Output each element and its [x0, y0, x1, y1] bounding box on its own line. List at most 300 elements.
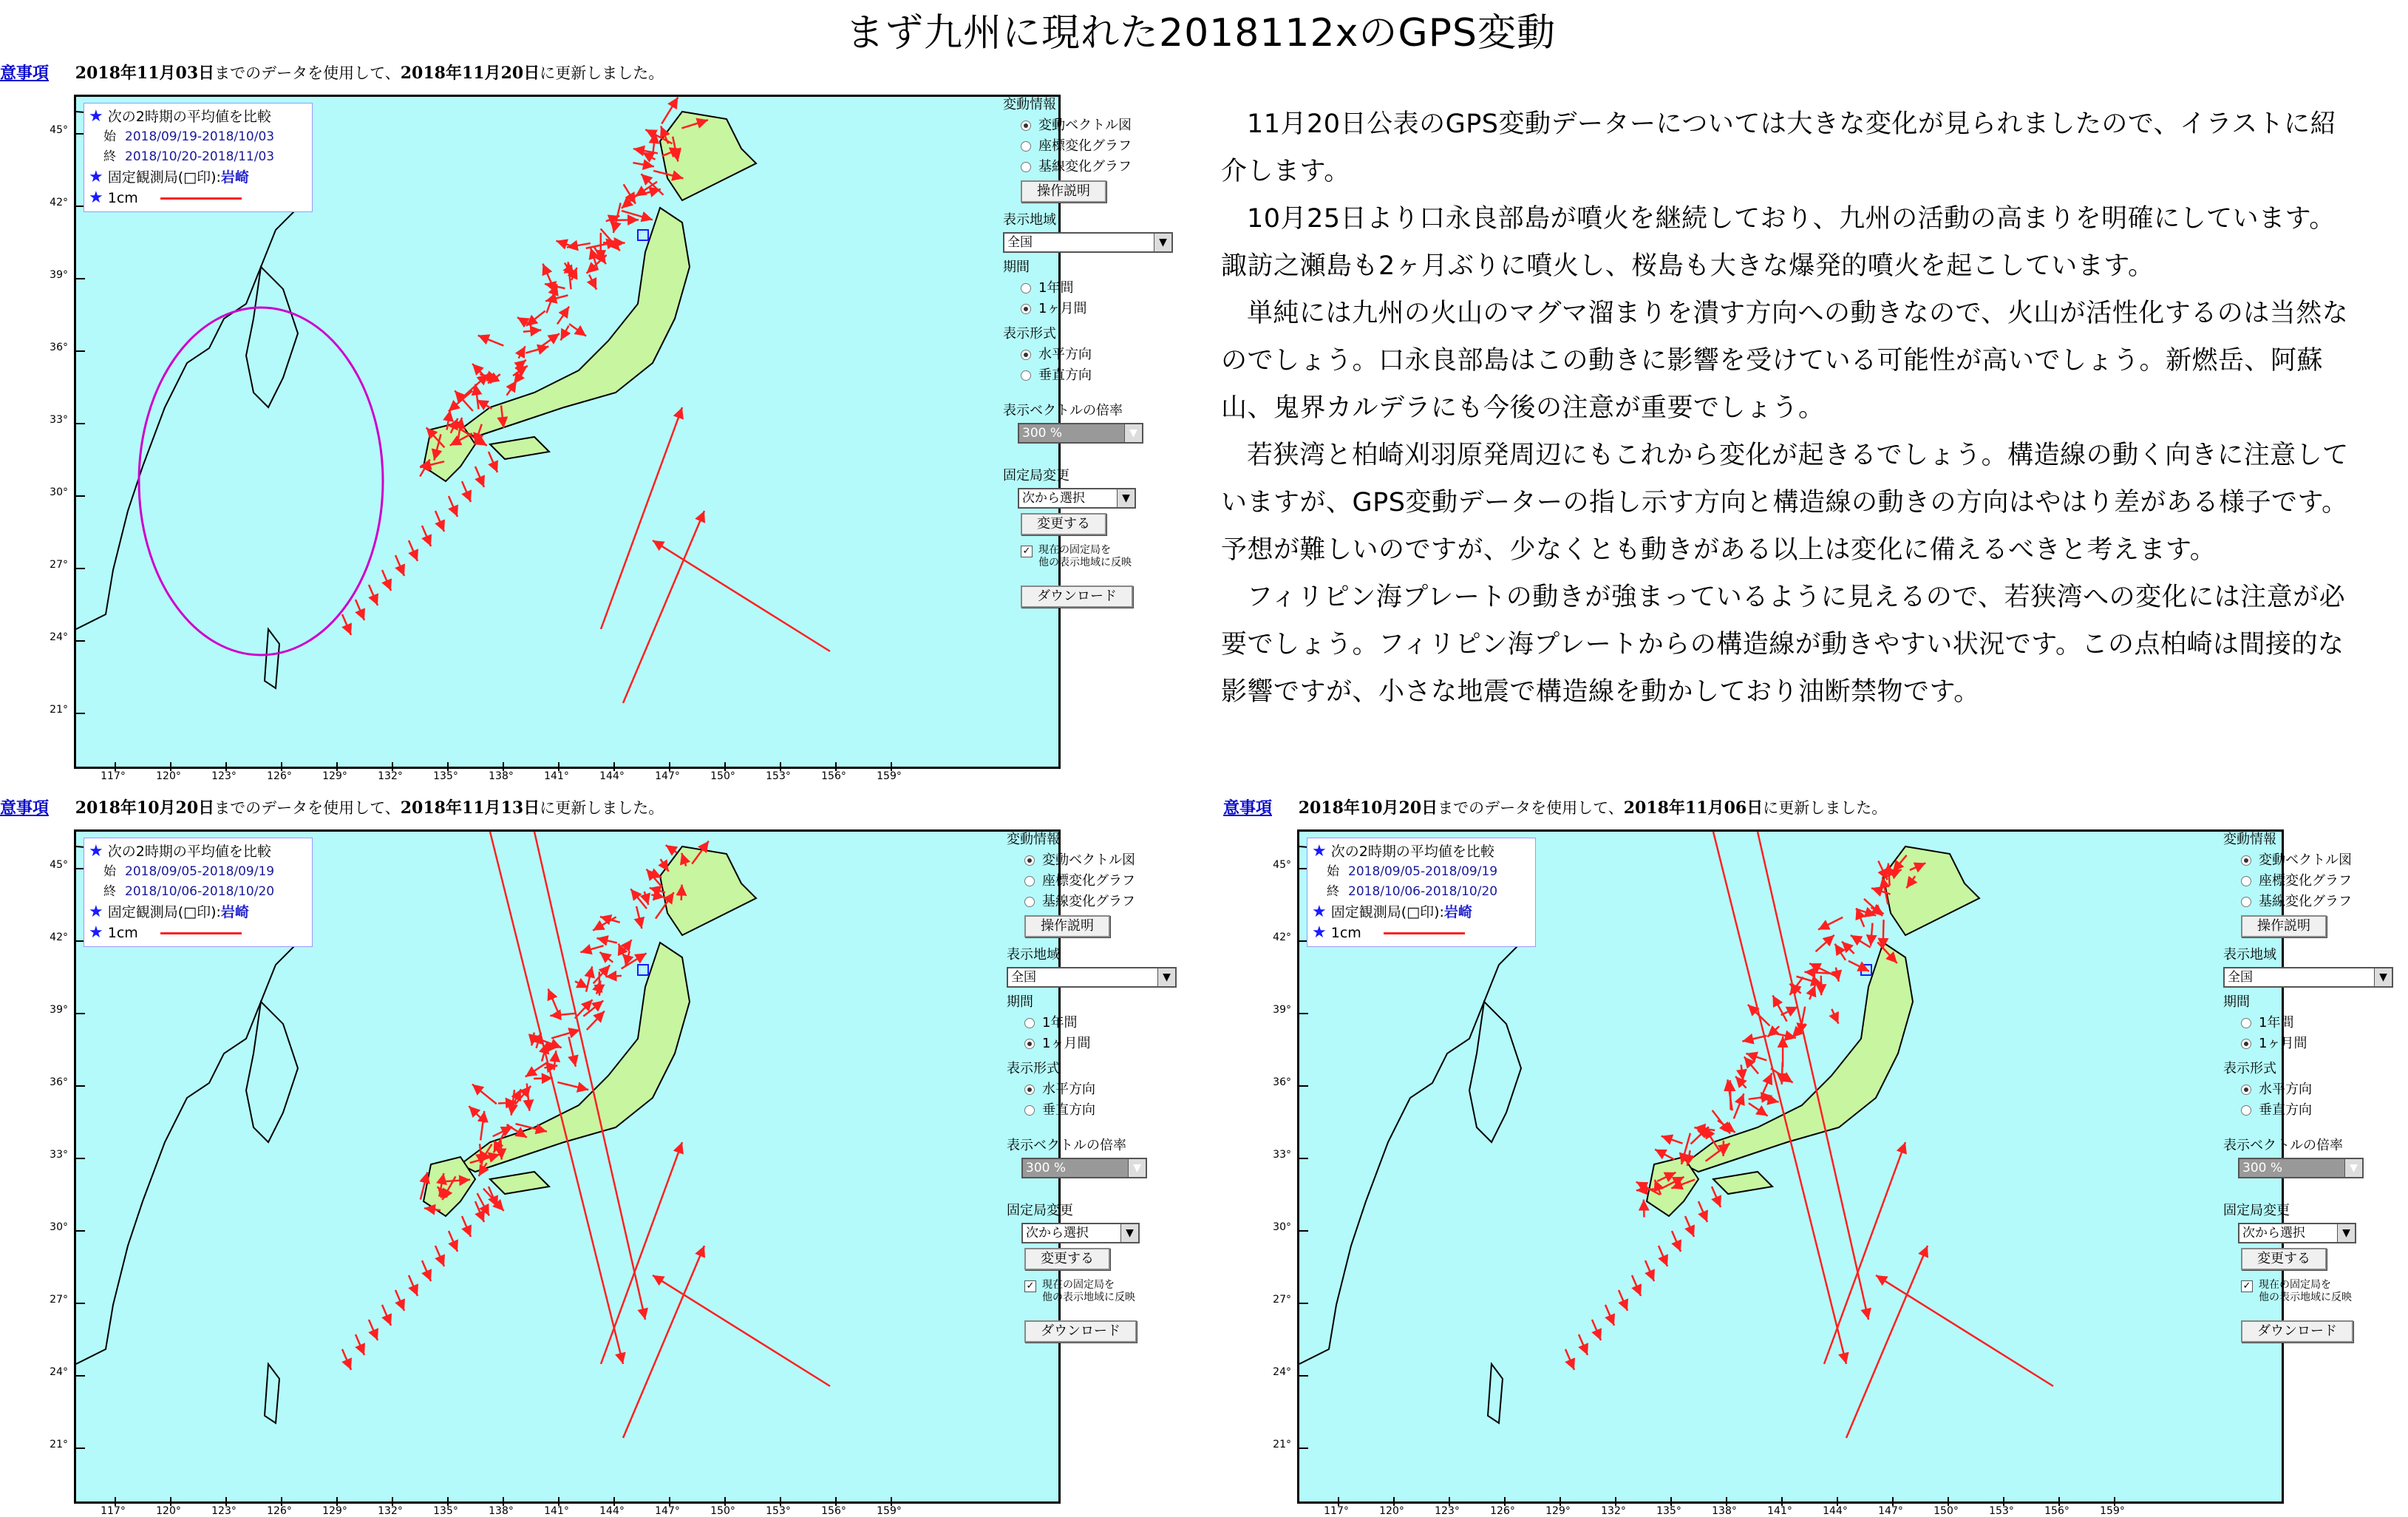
format-option[interactable] [1021, 365, 1188, 386]
format-option[interactable] [2241, 1100, 2408, 1121]
legend-start-label: 始 [1327, 864, 1339, 879]
header-text: までのデータを使用して、 [1438, 799, 1624, 817]
displacement-vector [517, 317, 531, 325]
scale-select[interactable] [1021, 1158, 1147, 1178]
lat-tick-label: 27° [31, 559, 68, 571]
lon-tick-label: 135° [429, 770, 463, 782]
taiwan-island [265, 629, 279, 688]
displacement-vector [601, 407, 682, 629]
displacement-vector [601, 228, 620, 251]
radio-icon[interactable] [2241, 855, 2251, 866]
period-title: 期間 [1007, 992, 1191, 1013]
option-label: 座標変化グラフ [2259, 871, 2352, 892]
legend-scale-label: 1cm [108, 925, 138, 941]
gps-vector-map[interactable] [1297, 829, 2284, 1504]
option-label: 1年間 [2259, 1013, 2293, 1034]
displacement-vector [531, 1033, 534, 1046]
displacement-vector [1871, 923, 1872, 946]
download-button[interactable]: ダウンロード [2241, 1320, 2353, 1343]
radio-icon[interactable] [1021, 141, 1031, 152]
displacement-vector [1876, 1275, 2053, 1386]
option-label: 1ヶ月間 [2259, 1034, 2307, 1054]
highlight-ellipse [139, 308, 383, 655]
lat-tick-label: 21° [31, 1439, 68, 1450]
lon-tick-label: 120° [152, 1505, 186, 1517]
displacement-vector [1592, 1320, 1601, 1340]
check-icon[interactable]: ✓ [2241, 1280, 2253, 1292]
reflect-label: 現在の固定局を [1042, 1279, 1115, 1291]
lon-tick-label: 144° [595, 1505, 629, 1517]
displacement-vector [449, 390, 472, 411]
control-panel [1007, 829, 1191, 1345]
lon-tick-label: 153° [1984, 1505, 2018, 1517]
lat-tick-label: 45° [31, 859, 68, 871]
lon-tick-label: 144° [595, 770, 629, 782]
hokkaido-island [1883, 846, 1979, 935]
lon-tick-label: 156° [817, 770, 851, 782]
chevron-down-icon[interactable]: ▼ [2374, 968, 2392, 986]
legend-end-label: 終 [103, 149, 116, 164]
displacement-vector [475, 384, 478, 409]
displacement-vector [395, 1290, 404, 1311]
displacement-vector [622, 211, 653, 220]
radio-icon[interactable] [2241, 1018, 2251, 1028]
lon-tick-label: 120° [1375, 1505, 1409, 1517]
displacement-vector [478, 336, 504, 346]
gps-panel [0, 61, 1188, 741]
radio-icon[interactable] [1021, 304, 1031, 314]
info-title: 変動情報 [1007, 829, 1191, 850]
info-option[interactable] [2241, 871, 2408, 892]
notice-link[interactable]: 意事項 [0, 64, 49, 83]
displacement-vector [583, 1001, 603, 1017]
format-option[interactable] [2241, 1079, 2408, 1100]
region-select[interactable] [2223, 967, 2393, 988]
reflect-label: 現在の固定局を [1038, 544, 1111, 556]
displacement-vector [449, 496, 458, 517]
legend-end-label: 終 [103, 884, 116, 899]
check-icon[interactable]: ✓ [1024, 1280, 1036, 1292]
format-title: 表示形式 [2223, 1059, 2408, 1079]
legend-start-range: 2018/09/05-2018/09/19 [125, 864, 274, 879]
displacement-vector [507, 381, 517, 396]
legend-end-label: 終 [1327, 884, 1339, 899]
star-icon: ★ [1312, 923, 1327, 942]
period-option[interactable] [1021, 299, 1188, 319]
data-date: 2018年11月03日 [75, 64, 214, 83]
displacement-vector [636, 906, 642, 929]
lon-tick-label: 135° [429, 1505, 463, 1517]
displacement-vector [651, 895, 664, 897]
manual-button[interactable]: 操作説明 [2241, 915, 2327, 937]
star-icon: ★ [1312, 842, 1327, 861]
chevron-down-icon[interactable]: ▼ [1128, 1159, 1146, 1177]
gps-panel [0, 795, 1191, 1476]
reflect-checkbox[interactable] [1024, 1279, 1191, 1304]
lon-tick-label: 147° [650, 770, 684, 782]
displacement-vector [586, 242, 618, 248]
update-date: 2018年11月20日 [401, 64, 540, 83]
radio-icon[interactable] [1024, 1039, 1035, 1049]
lon-tick-label: 141° [540, 1505, 574, 1517]
lon-tick-label: 126° [1486, 1505, 1520, 1517]
lon-tick-label: 123° [207, 1505, 241, 1517]
displacement-vector [1746, 1053, 1766, 1060]
lon-tick-label: 141° [540, 770, 574, 782]
displacement-vector [462, 481, 471, 502]
format-option[interactable] [1021, 345, 1188, 365]
chevron-down-icon[interactable]: ▼ [1120, 1224, 1138, 1242]
option-label: 垂直方向 [1042, 1100, 1095, 1121]
reference-station-marker [638, 965, 648, 975]
legend-end-range: 2018/10/20-2018/11/03 [125, 149, 274, 164]
period-option[interactable] [1024, 1034, 1191, 1054]
chevron-down-icon[interactable]: ▼ [2337, 1224, 2355, 1242]
station-title: 固定局変更 [2223, 1201, 2408, 1221]
displacement-vector [594, 965, 610, 983]
reflect-checkbox[interactable] [2241, 1279, 2408, 1304]
lon-tick-label: 159° [872, 1505, 906, 1517]
reflect-label: 現在の固定局を [2259, 1279, 2331, 1291]
displacement-vector [545, 295, 568, 301]
option-label: 1ヶ月間 [1038, 299, 1086, 319]
gps-vector-map[interactable] [74, 829, 1061, 1504]
displacement-vector [1659, 1246, 1667, 1266]
displacement-vector [561, 326, 569, 341]
option-label: 基線変化グラフ [2259, 892, 2352, 912]
panel-header [0, 61, 664, 87]
displacement-vector [526, 347, 548, 353]
article-paragraph: 11月20日公表のGPS変動データーについては大きな変化が見られましたので、イラストに紹介します。 [1221, 101, 2352, 195]
scale-value: 300 % [2242, 1161, 2282, 1175]
lon-tick-label: 132° [1596, 1505, 1630, 1517]
lat-tick-label: 36° [31, 1076, 68, 1088]
option-label: 座標変化グラフ [1042, 871, 1135, 892]
chevron-down-icon[interactable]: ▼ [1117, 489, 1135, 507]
radio-icon[interactable] [1024, 897, 1035, 907]
check-icon[interactable]: ✓ [1021, 546, 1033, 557]
lon-tick-label: 123° [1430, 1505, 1464, 1517]
station-value: 次から選択 [1022, 491, 1085, 506]
displacement-vector [1685, 1216, 1694, 1237]
lon-tick-label: 117° [96, 770, 130, 782]
lat-tick-label: 33° [31, 414, 68, 426]
option-label: 垂直方向 [1038, 365, 1092, 386]
displacement-vector [623, 511, 704, 703]
displacement-vector [435, 511, 444, 532]
lat-tick-label: 45° [31, 124, 68, 136]
legend-start-range: 2018/09/05-2018/09/19 [1348, 864, 1497, 879]
radio-icon[interactable] [1024, 1018, 1035, 1028]
scale-bar [160, 932, 242, 934]
reflect-label: 他の表示地域に反映 [2259, 1292, 2352, 1303]
displacement-vector [1816, 935, 1834, 951]
scale-bar [1384, 932, 1465, 934]
displacement-vector [475, 466, 484, 487]
chevron-down-icon[interactable]: ▼ [1124, 424, 1142, 442]
displacement-vector [1831, 1009, 1838, 1024]
displacement-vector [622, 940, 632, 953]
period-option[interactable] [1024, 1013, 1191, 1034]
option-label: 垂直方向 [2259, 1100, 2312, 1121]
displacement-vector [593, 917, 616, 930]
lon-tick-label: 150° [706, 1505, 740, 1517]
gps-panel [1223, 795, 2408, 1476]
displacement-vector [1772, 995, 1786, 1021]
displacement-vector [1781, 1007, 1798, 1015]
legend-ref-name: 岩崎 [221, 169, 249, 186]
lon-tick-label: 135° [1652, 1505, 1686, 1517]
region-value: 全国 [2228, 970, 2253, 985]
hokkaido-island [660, 112, 756, 200]
notice-link[interactable]: 意事項 [1223, 799, 1272, 818]
lat-tick-label: 24° [31, 1366, 68, 1378]
lon-tick-label: 117° [1319, 1505, 1353, 1517]
region-select[interactable] [1007, 967, 1177, 988]
option-label: 1年間 [1042, 1013, 1077, 1034]
lat-tick-label: 42° [31, 197, 68, 208]
manual-button[interactable]: 操作説明 [1024, 915, 1110, 937]
displacement-vector [356, 600, 364, 620]
option-label: 水平方向 [1042, 1079, 1095, 1100]
lon-tick-label: 120° [152, 770, 186, 782]
region-value: 全国 [1011, 970, 1036, 985]
gps-vector-map[interactable] [74, 95, 1061, 769]
option-label: 基線変化グラフ [1038, 157, 1132, 177]
header-text-end: に更新しました。 [1763, 799, 1887, 817]
star-icon: ★ [89, 923, 103, 942]
info-option[interactable] [1021, 157, 1188, 177]
panel-header [0, 795, 664, 822]
star-icon: ★ [89, 107, 103, 126]
lon-tick-label: 123° [207, 770, 241, 782]
period-option[interactable] [2241, 1013, 2408, 1034]
legend-compare: 次の2時期の平均値を比較 [108, 844, 271, 860]
displacement-vector [519, 346, 526, 358]
lon-tick-label: 150° [1929, 1505, 1963, 1517]
radio-icon[interactable] [1024, 1105, 1035, 1116]
displacement-vector [619, 944, 625, 960]
reflect-label: 他の表示地域に反映 [1042, 1292, 1135, 1303]
scale-title: 表示ベクトルの倍率 [1007, 1136, 1191, 1156]
lat-tick-label: 30° [31, 486, 68, 498]
scale-select[interactable] [1018, 423, 1143, 444]
lat-tick-label: 36° [31, 342, 68, 353]
displacement-vector [369, 585, 378, 605]
lon-tick-label: 132° [373, 1505, 407, 1517]
shikoku-island [490, 1172, 549, 1194]
data-date: 2018年10月20日 [75, 798, 214, 818]
radio-icon[interactable] [1021, 370, 1031, 381]
chevron-down-icon[interactable]: ▼ [2344, 1159, 2362, 1177]
displacement-vector [1749, 1103, 1768, 1116]
legend-start-label: 始 [103, 864, 116, 879]
scale-value: 300 % [1022, 426, 1062, 441]
reflect-checkbox[interactable] [1021, 544, 1188, 569]
displacement-vector [587, 1011, 605, 1030]
lon-tick-label: 138° [484, 770, 518, 782]
displacement-vector [1672, 1231, 1681, 1252]
info-option[interactable] [1024, 871, 1191, 892]
chevron-down-icon[interactable]: ▼ [1154, 234, 1171, 251]
displacement-vector [369, 1320, 378, 1340]
lat-tick-label: 42° [1254, 931, 1291, 943]
displacement-vector [409, 540, 418, 561]
radio-icon[interactable] [2241, 1085, 2251, 1095]
station-select[interactable] [1021, 1223, 1140, 1243]
lon-tick-label: 147° [650, 1505, 684, 1517]
info-option[interactable] [2241, 892, 2408, 912]
format-title: 表示形式 [1007, 1059, 1191, 1079]
map-legend [84, 103, 313, 212]
lon-tick-label: 150° [706, 770, 740, 782]
radio-icon[interactable] [1021, 283, 1031, 293]
displacement-vector [1619, 1290, 1628, 1311]
lat-tick-label: 30° [1254, 1221, 1291, 1233]
radio-icon[interactable] [2241, 876, 2251, 886]
displacement-vector [498, 1102, 517, 1103]
radio-icon[interactable] [1024, 876, 1035, 886]
info-option[interactable] [1024, 850, 1191, 871]
korea-peninsula [246, 267, 298, 407]
star-icon: ★ [89, 189, 103, 207]
format-option[interactable] [1024, 1079, 1191, 1100]
lat-tick-label: 27° [1254, 1294, 1291, 1306]
info-title: 変動情報 [2223, 829, 2408, 850]
scale-bar [160, 197, 242, 200]
station-select[interactable] [1018, 488, 1136, 509]
displacement-vector [422, 1260, 431, 1281]
displacement-vector [1818, 917, 1843, 930]
info-option[interactable] [1024, 892, 1191, 912]
download-button[interactable]: ダウンロード [1024, 1320, 1137, 1343]
info-option[interactable] [1021, 115, 1188, 136]
shikoku-island [1713, 1172, 1772, 1194]
displacement-vector [589, 275, 596, 290]
info-option[interactable] [1021, 136, 1188, 157]
reflect-label: 他の表示地域に反映 [1038, 557, 1132, 569]
lon-tick-label: 156° [817, 1505, 851, 1517]
lon-tick-label: 141° [1763, 1505, 1797, 1517]
displacement-vector [523, 330, 541, 331]
option-label: 水平方向 [2259, 1079, 2312, 1100]
lat-tick-label: 27° [31, 1294, 68, 1306]
change-button[interactable]: 変更する [1024, 1248, 1110, 1270]
displacement-vector [422, 526, 431, 546]
lon-tick-label: 129° [318, 770, 352, 782]
format-option[interactable] [1024, 1100, 1191, 1121]
station-select[interactable] [2238, 1223, 2356, 1243]
panel-header [1223, 795, 1887, 822]
star-icon: ★ [1312, 903, 1327, 921]
option-label: 変動ベクトル図 [1038, 115, 1132, 136]
lon-tick-label: 129° [318, 1505, 352, 1517]
displacement-vector [548, 989, 559, 1014]
period-option[interactable] [2241, 1034, 2408, 1054]
displacement-vector [1691, 1127, 1709, 1144]
displacement-vector [449, 1231, 458, 1252]
scale-title: 表示ベクトルの倍率 [2223, 1136, 2408, 1156]
period-title: 期間 [1003, 257, 1188, 278]
header-text: までのデータを使用して、 [214, 799, 401, 817]
radio-icon[interactable] [1024, 855, 1035, 866]
displacement-vector [550, 1014, 575, 1016]
displacement-vector [480, 1111, 484, 1141]
radio-icon[interactable] [2241, 1039, 2251, 1049]
header-text-end: に更新しました。 [540, 64, 664, 82]
control-panel [2223, 829, 2408, 1345]
period-option[interactable] [1021, 278, 1188, 299]
scale-select[interactable] [2238, 1158, 2364, 1178]
displacement-vector [1605, 1305, 1614, 1326]
lat-tick-label: 21° [1254, 1439, 1291, 1450]
lon-tick-label: 144° [1818, 1505, 1852, 1517]
displacement-vector [1742, 1036, 1766, 1042]
legend-ref-label: 固定観測局(□印): [108, 169, 221, 186]
taiwan-island [1488, 1364, 1503, 1423]
displacement-vector [356, 1334, 364, 1355]
option-label: 水平方向 [1038, 345, 1092, 365]
honshu-island [460, 208, 690, 437]
option-label: 1ヶ月間 [1042, 1034, 1090, 1054]
displacement-vector [1871, 908, 1883, 914]
displacement-vector [580, 946, 603, 952]
change-button[interactable]: 変更する [2241, 1248, 2327, 1270]
displacement-vector [568, 1036, 575, 1066]
download-button[interactable]: ダウンロード [1021, 586, 1133, 608]
star-icon: ★ [89, 168, 103, 186]
displacement-vector [1565, 1349, 1574, 1370]
chevron-down-icon[interactable]: ▼ [1157, 968, 1175, 986]
region-select[interactable] [1003, 232, 1173, 253]
radio-icon[interactable] [2241, 897, 2251, 907]
scale-value: 300 % [1026, 1161, 1066, 1175]
legend-end-range: 2018/10/06-2018/10/20 [125, 884, 274, 899]
displacement-vector [1809, 963, 1837, 977]
lat-tick-label: 45° [1254, 859, 1291, 871]
header-text-end: に更新しました。 [540, 799, 664, 817]
lon-tick-label: 156° [2040, 1505, 2074, 1517]
korea-peninsula [246, 1002, 298, 1142]
notice-link[interactable]: 意事項 [0, 799, 49, 818]
displacement-vector [1744, 1056, 1758, 1073]
page-title: まず九州に現れた2018112xのGPS変動 [0, 1, 2401, 57]
displacement-vector [1883, 920, 1884, 949]
radio-icon[interactable] [1021, 121, 1031, 131]
legend-end-range: 2018/10/06-2018/10/20 [1348, 884, 1497, 899]
map-legend [84, 838, 313, 947]
displacement-vector [653, 540, 830, 651]
displacement-vector [1761, 1073, 1772, 1099]
displacement-vector [1765, 1099, 1779, 1102]
change-button[interactable]: 変更する [1021, 513, 1106, 535]
displacement-vector [1698, 1201, 1707, 1222]
displacement-vector [1767, 1026, 1779, 1036]
radio-icon[interactable] [1024, 1085, 1035, 1095]
legend-ref-name: 岩崎 [221, 904, 249, 920]
displacement-vector [1735, 1076, 1747, 1088]
radio-icon[interactable] [2241, 1105, 2251, 1116]
option-label: 座標変化グラフ [1038, 136, 1132, 157]
station-title: 固定局変更 [1007, 1201, 1191, 1221]
info-option[interactable] [2241, 850, 2408, 871]
lon-tick-label: 129° [1541, 1505, 1575, 1517]
manual-button[interactable]: 操作説明 [1021, 180, 1106, 203]
displacement-vector [557, 307, 569, 325]
radio-icon[interactable] [1021, 162, 1031, 172]
radio-icon[interactable] [1021, 350, 1031, 360]
article-text [1221, 101, 2352, 716]
